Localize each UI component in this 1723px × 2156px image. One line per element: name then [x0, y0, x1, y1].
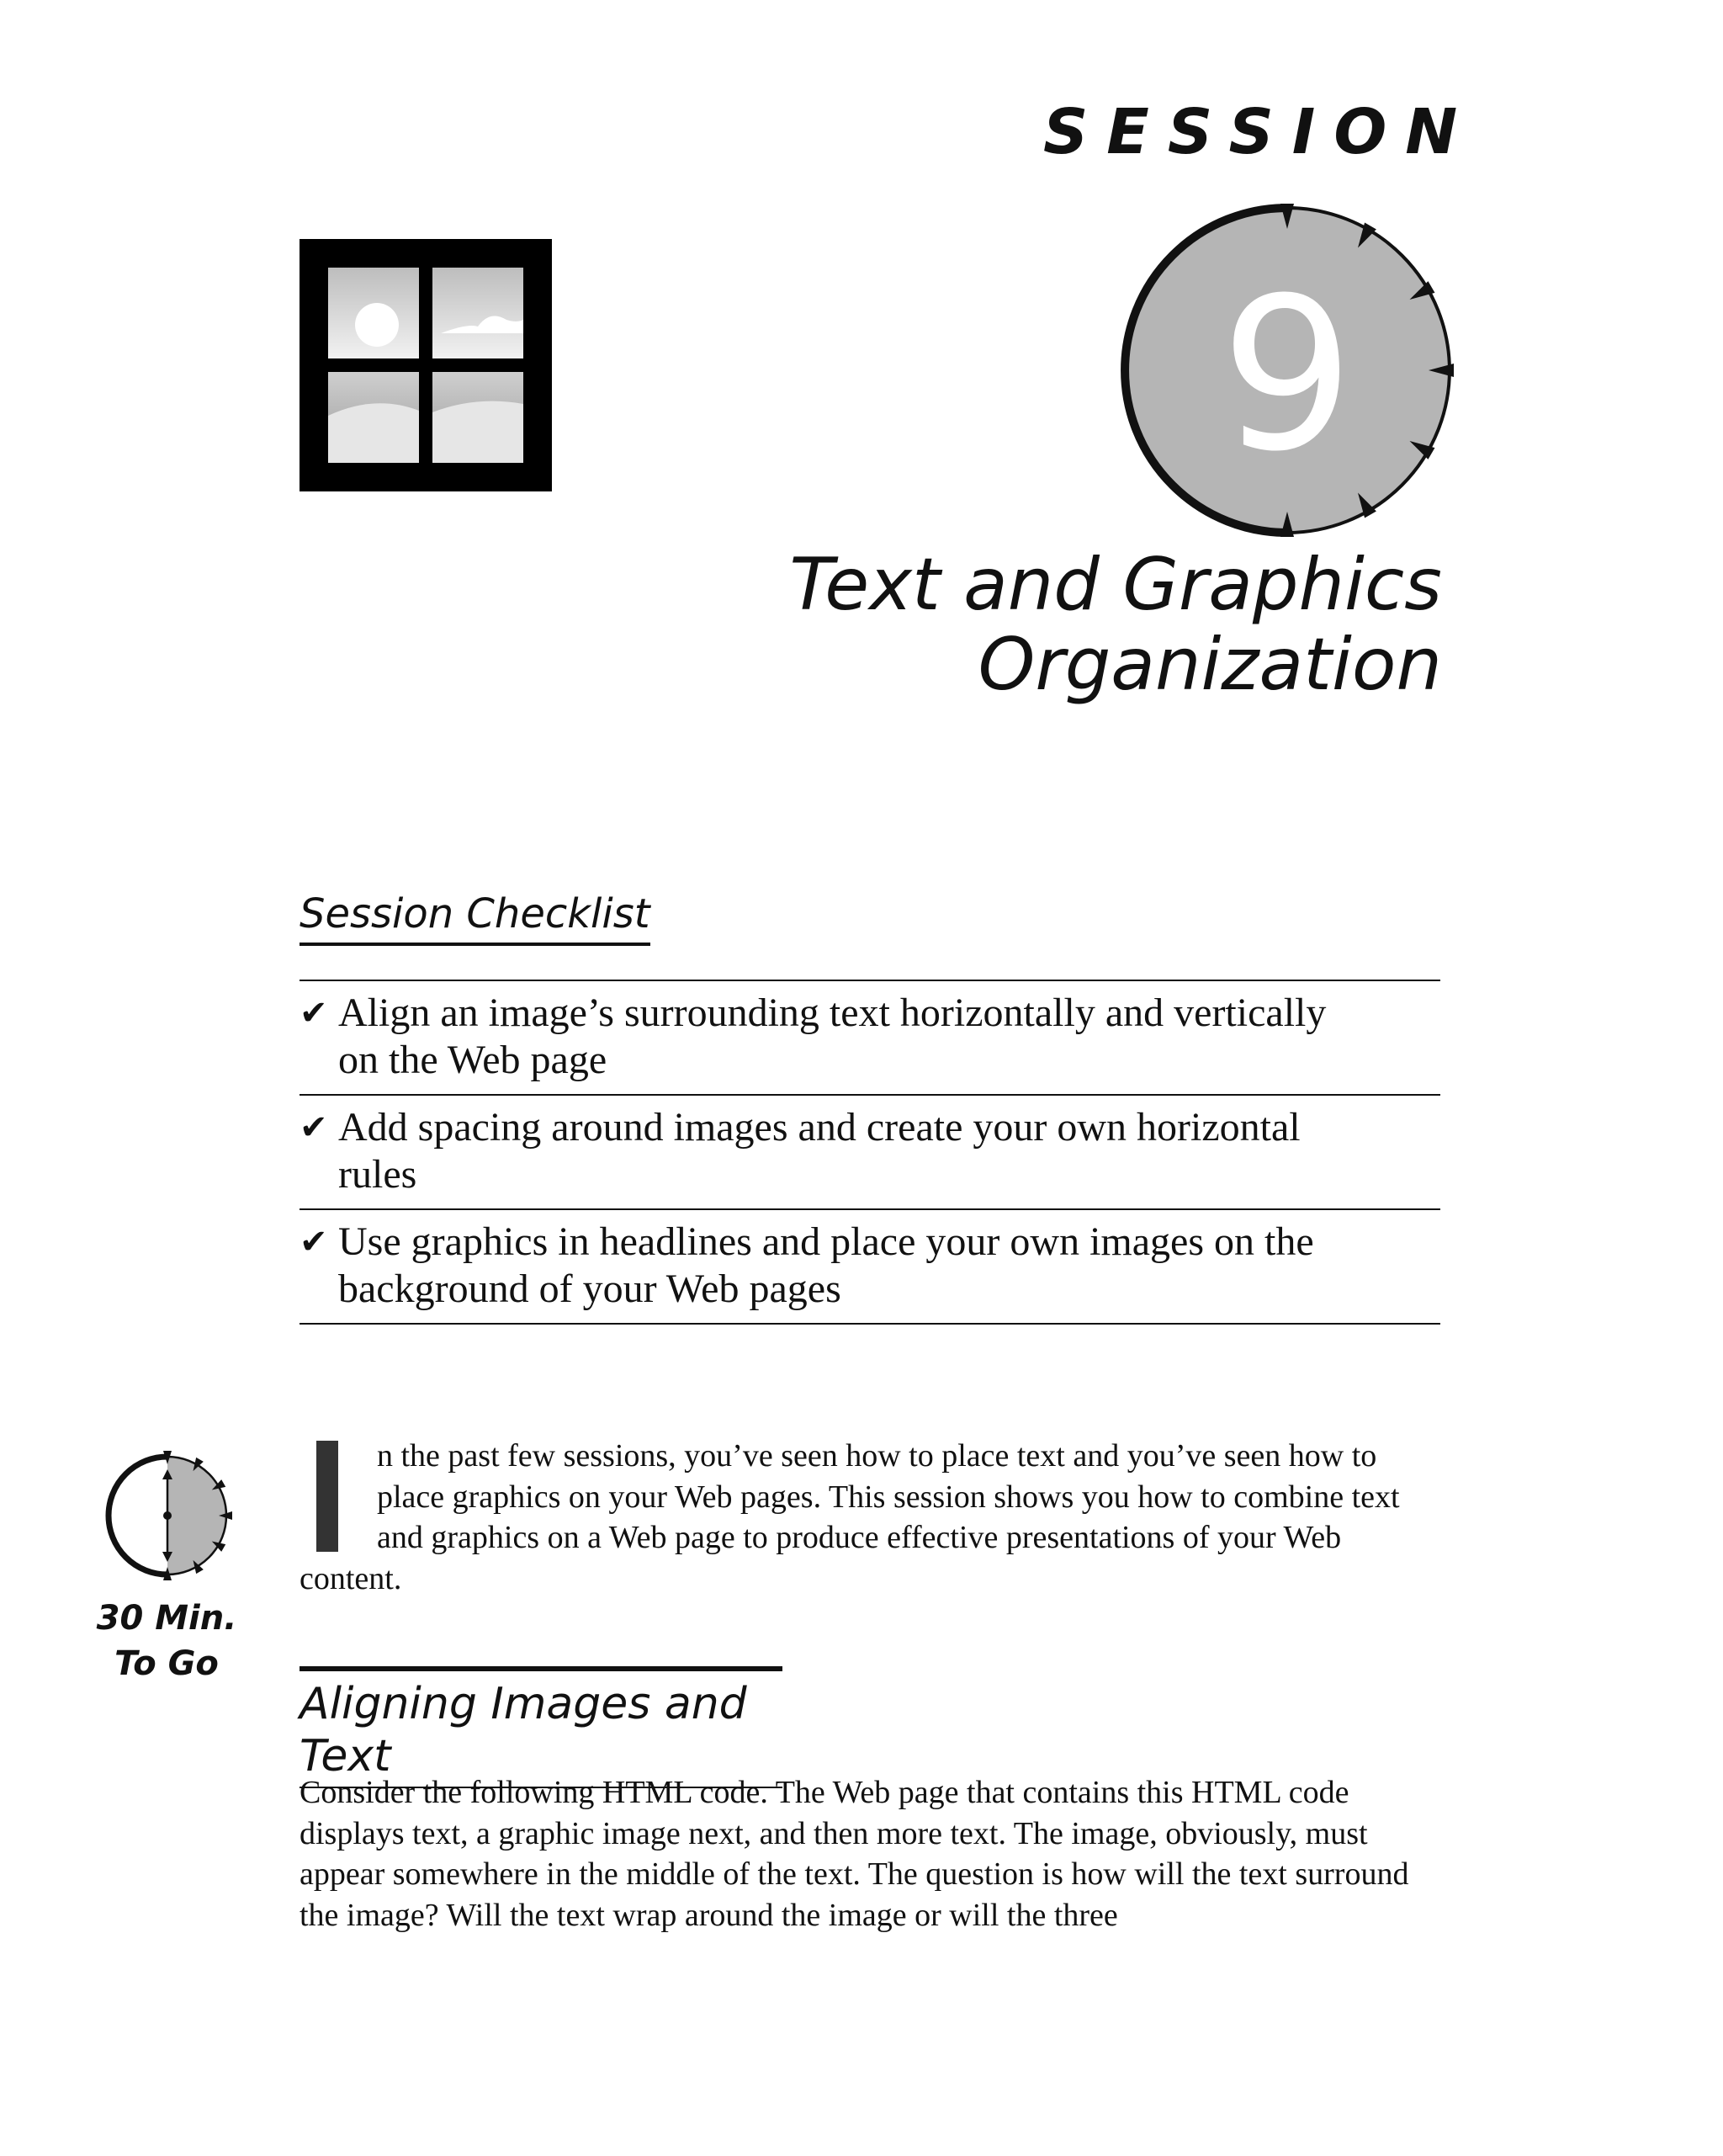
intro-text: n the past few sessions, you’ve seen how to place text and you’ve seen how to place graphics on your Web pages. This session shows you how to combine text and graphics on a Web page to produce effective presentations of your Web content. [300, 1438, 1400, 1596]
checkmark-icon: ✔ [300, 994, 328, 1033]
section-rule [300, 1666, 782, 1671]
checklist-item [300, 1096, 1440, 1210]
session-label: SESSION [1043, 96, 1476, 168]
checklist-item [300, 981, 1440, 1096]
window-icon [300, 239, 552, 491]
timer-icon [91, 1439, 244, 1592]
intro-paragraph [300, 1436, 1427, 1599]
session-number-badge [1102, 194, 1472, 547]
clock-icon [1102, 194, 1472, 547]
timer-label-togo: To Go [114, 1644, 219, 1683]
body-paragraph: Consider the following HTML code. The Web page that contains this HTML code displays text, a graphic image next, and then more text. The image, obviously, must appear somewhere in the middle of the text. The question is how will the text surround the image? Will the text wrap around the image or will the three [300, 1775, 1409, 1933]
session-number: 9 [1220, 252, 1355, 497]
checklist-item-text: Align an image’s surrounding text horizontally and vertically on the Web page [338, 990, 1327, 1082]
checkmark-icon: ✔ [300, 1108, 328, 1147]
chapter-title: Text and Graphics Organization [789, 543, 1442, 707]
checklist-item-text: Use graphics in headlines and place your own images on the background of your Web pages [338, 1219, 1314, 1311]
section-heading: Aligning Images and Text [300, 1678, 782, 1788]
timer-label [74, 1596, 259, 1686]
checkmark-icon: ✔ [300, 1223, 328, 1261]
drop-cap [316, 1441, 338, 1552]
session-checklist [300, 980, 1440, 1325]
checklist-item-text: Add spacing around images and create your own horizontal rules [338, 1105, 1301, 1197]
timer-label-minutes: 30 Min. [96, 1599, 237, 1638]
checklist-heading: Session Checklist [300, 890, 650, 946]
checklist-item [300, 1210, 1440, 1325]
